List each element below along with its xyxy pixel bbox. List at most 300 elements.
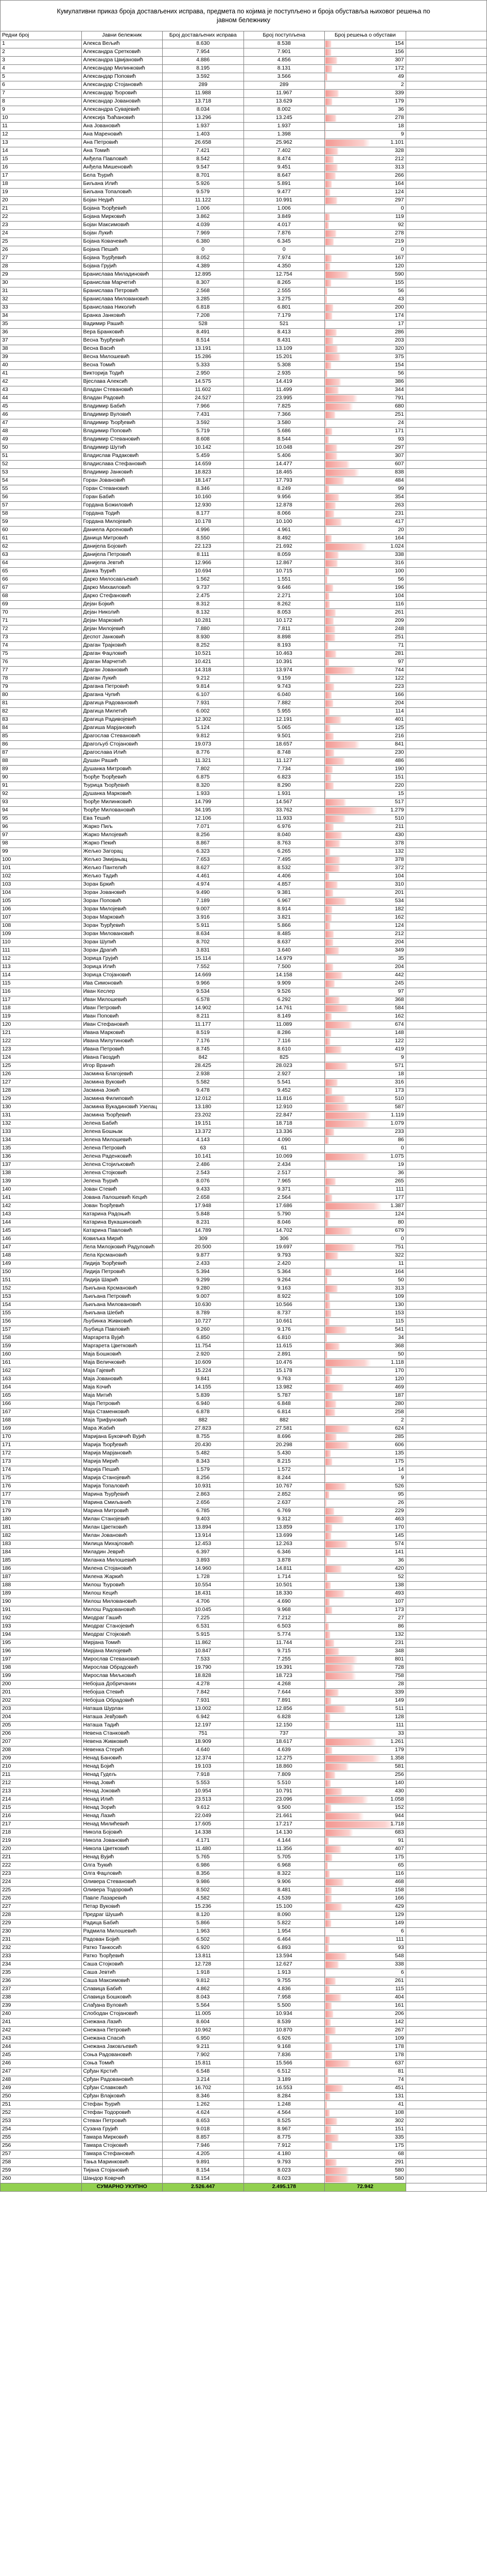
table-row — [1, 1771, 487, 1780]
row-percent-value: 33 — [397, 1731, 404, 1737]
table-row — [1, 955, 487, 963]
row-spacer — [406, 584, 487, 592]
row-percent — [325, 980, 406, 988]
table-row — [1, 1194, 487, 1202]
row-processed: 8.485 — [243, 930, 325, 939]
row-received: 8.745 — [163, 1046, 244, 1054]
row-spacer — [406, 881, 487, 889]
row-spacer — [406, 1334, 487, 1343]
table-row — [1, 972, 487, 980]
row-number: 11 — [1, 123, 82, 131]
row-number: 164 — [1, 1384, 82, 1392]
table-row — [1, 1977, 487, 1986]
row-percent — [325, 1681, 406, 1689]
table-row — [1, 2175, 487, 2183]
row-received: 4.640 — [163, 1747, 244, 1755]
row-spacer — [406, 461, 487, 469]
table-row — [1, 345, 487, 353]
row-percent-bar — [325, 544, 367, 550]
row-percent — [325, 436, 406, 444]
row-percent-bar — [325, 1582, 331, 1589]
row-number: 241 — [1, 2019, 82, 2027]
row-percent-bar — [325, 2027, 336, 2034]
table-row — [1, 1334, 487, 1343]
row-percent-bar — [325, 1335, 327, 1342]
row-spacer — [406, 1763, 487, 1771]
row-processed: 1.248 — [243, 2101, 325, 2109]
row-percent — [325, 1812, 406, 1821]
row-percent-bar — [325, 2019, 331, 2026]
row-name: Стефан Тодоровић — [81, 2109, 163, 2117]
row-spacer — [406, 1639, 487, 1648]
row-percent-bar — [325, 1648, 340, 1655]
row-number: 101 — [1, 865, 82, 873]
row-percent-value: 109 — [395, 1294, 404, 1300]
row-number: 107 — [1, 914, 82, 922]
row-percent-value: 71 — [397, 642, 404, 649]
row-name: Јелена Бошњак — [81, 1128, 163, 1137]
table-row — [1, 2109, 487, 2117]
row-spacer — [406, 988, 487, 996]
row-name: Данијела Јевтић — [81, 560, 163, 568]
row-percent-value: 297 — [395, 445, 404, 451]
row-percent-value: 155 — [395, 280, 404, 286]
row-percent-value: 307 — [395, 57, 404, 63]
row-received: 2.920 — [163, 1351, 244, 1359]
row-processed: 9.451 — [243, 164, 325, 172]
row-number: 19 — [1, 189, 82, 197]
row-processed: 9.500 — [243, 1804, 325, 1812]
row-percent — [325, 2175, 406, 2183]
row-received: 7.931 — [163, 700, 244, 708]
row-number: 206 — [1, 1730, 82, 1738]
row-number: 179 — [1, 1507, 82, 1516]
row-name: Никола Цветковић — [81, 1845, 163, 1854]
row-percent-bar — [325, 1516, 344, 1523]
row-received: 8.608 — [163, 436, 244, 444]
row-received: 13.811 — [163, 1953, 244, 1961]
row-spacer — [406, 1137, 487, 1145]
row-percent — [325, 790, 406, 799]
row-name: Радмила Милошевић — [81, 1928, 163, 1936]
row-processed: 4.406 — [243, 873, 325, 881]
row-percent-bar — [325, 1797, 369, 1803]
row-name: Јелена Петровић — [81, 1145, 163, 1153]
row-percent-bar — [325, 1154, 369, 1160]
row-processed: 5.866 — [243, 922, 325, 930]
row-percent — [325, 2035, 406, 2043]
row-percent-value: 178 — [395, 2052, 404, 2058]
row-received: 8.702 — [163, 939, 244, 947]
row-processed: 6.040 — [243, 691, 325, 700]
table-row — [1, 1400, 487, 1409]
row-percent-bar — [325, 1928, 326, 1935]
row-number: 260 — [1, 2175, 82, 2183]
row-number: 162 — [1, 1367, 82, 1376]
row-name: Милош Миловановић — [81, 1598, 163, 1606]
row-processed: 10.934 — [243, 2010, 325, 2019]
table-row — [1, 172, 487, 180]
row-number: 227 — [1, 1903, 82, 1911]
row-processed: 7.495 — [243, 856, 325, 865]
row-processed: 8.193 — [243, 642, 325, 650]
row-number: 149 — [1, 1260, 82, 1268]
row-percent-bar — [325, 1162, 326, 1168]
row-percent-value: 34 — [397, 1335, 404, 1341]
row-percent-value: 204 — [395, 964, 404, 970]
row-percent-bar — [325, 1393, 333, 1399]
row-number: 185 — [1, 1557, 82, 1565]
row-percent-bar — [325, 2126, 332, 2133]
row-spacer — [406, 1573, 487, 1582]
row-name: Маја Митић — [81, 1392, 163, 1400]
row-percent — [325, 1384, 406, 1392]
row-percent-value: 206 — [395, 2011, 404, 2017]
table-row — [1, 123, 487, 131]
row-name: Радица Бабић — [81, 1920, 163, 1928]
row-percent-value: 313 — [395, 164, 404, 171]
row-percent-value: 339 — [395, 90, 404, 96]
row-spacer — [406, 832, 487, 840]
row-spacer — [406, 428, 487, 436]
row-spacer — [406, 667, 487, 675]
table-row — [1, 1450, 487, 1458]
row-name: Маргарета Вујић — [81, 1334, 163, 1343]
row-percent — [325, 576, 406, 584]
row-percent-value: 111 — [395, 1187, 404, 1193]
row-percent — [325, 1293, 406, 1301]
row-percent — [325, 419, 406, 428]
row-percent-bar — [325, 1970, 326, 1976]
row-percent — [325, 1087, 406, 1095]
row-name: Ненад Јовић — [81, 1780, 163, 1788]
table-row — [1, 1442, 487, 1450]
row-percent — [325, 799, 406, 807]
row-percent — [325, 1903, 406, 1911]
table-row — [1, 312, 487, 320]
row-spacer — [406, 939, 487, 947]
row-name: Марина Ђурђевић — [81, 1491, 163, 1499]
row-percent-value: 97 — [397, 989, 404, 995]
row-processed: 5.774 — [243, 1631, 325, 1639]
row-number: 56 — [1, 494, 82, 502]
row-spacer — [406, 494, 487, 502]
row-received: 14.789 — [163, 1227, 244, 1235]
table-row — [1, 1466, 487, 1475]
row-percent-bar — [325, 2167, 349, 2174]
row-processed: 8.539 — [243, 2019, 325, 2027]
row-percent-bar — [325, 1780, 331, 1787]
row-name: Стеван Петровић — [81, 2117, 163, 2126]
row-name: Вјеслава Алексић — [81, 378, 163, 386]
row-number: 177 — [1, 1491, 82, 1499]
row-received: 6.785 — [163, 1507, 244, 1516]
row-percent-value: 580 — [395, 2167, 404, 2174]
row-spacer — [406, 889, 487, 897]
row-spacer — [406, 106, 487, 114]
row-percent — [325, 2150, 406, 2159]
row-received: 8.312 — [163, 601, 244, 609]
table-row — [1, 832, 487, 840]
row-name: Владимир Ђорђевић — [81, 419, 163, 428]
row-percent — [325, 1153, 406, 1161]
table-row — [1, 164, 487, 172]
row-percent-value: 114 — [395, 708, 404, 715]
row-spacer — [406, 865, 487, 873]
row-percent-bar — [325, 1022, 353, 1028]
row-spacer — [406, 2002, 487, 2010]
row-percent — [325, 189, 406, 197]
row-percent-bar — [325, 931, 334, 938]
row-percent-bar — [325, 1277, 327, 1284]
row-processed: 6.801 — [243, 304, 325, 312]
row-name: Јелена Стојиљковић — [81, 1161, 163, 1170]
row-number: 115 — [1, 980, 82, 988]
row-received: 19.073 — [163, 741, 244, 749]
row-percent-value: 156 — [395, 49, 404, 55]
row-received: 5.459 — [163, 452, 244, 461]
row-received: 11.177 — [163, 1021, 244, 1029]
table-row — [1, 601, 487, 609]
row-number: 256 — [1, 2142, 82, 2150]
row-percent-bar — [325, 436, 329, 443]
table-row — [1, 255, 487, 263]
row-percent — [325, 617, 406, 625]
row-number: 97 — [1, 832, 82, 840]
row-percent — [325, 584, 406, 592]
row-received: 20.430 — [163, 1442, 244, 1450]
row-percent-bar — [325, 173, 336, 179]
row-processed: 8.131 — [243, 65, 325, 73]
row-number: 171 — [1, 1442, 82, 1450]
row-percent — [325, 650, 406, 658]
row-name: Дарко Стефановић — [81, 592, 163, 601]
row-percent-bar — [325, 1203, 382, 1210]
row-percent — [325, 881, 406, 889]
row-percent-bar — [325, 1854, 333, 1861]
row-number: 154 — [1, 1301, 82, 1310]
row-name: Љубинка Живковић — [81, 1318, 163, 1326]
row-spacer — [406, 1054, 487, 1062]
row-name: Славица Бошковић — [81, 1994, 163, 2002]
row-spacer — [406, 1705, 487, 1714]
row-percent-bar — [325, 263, 331, 270]
row-received: 26.658 — [163, 139, 244, 147]
row-processed: 1.398 — [243, 131, 325, 139]
row-spacer — [406, 362, 487, 370]
row-number: 217 — [1, 1821, 82, 1829]
table-row — [1, 1260, 487, 1268]
row-percent — [325, 1458, 406, 1466]
row-percent-bar — [325, 1821, 395, 1828]
row-processed: 7.402 — [243, 147, 325, 156]
table-row — [1, 1606, 487, 1615]
row-percent-value: 153 — [395, 1310, 404, 1316]
row-percent-value: 154 — [395, 362, 404, 368]
row-spacer — [406, 403, 487, 411]
table-row — [1, 930, 487, 939]
row-percent-value: 320 — [395, 346, 404, 352]
row-number: 173 — [1, 1458, 82, 1466]
row-number: 57 — [1, 502, 82, 510]
row-received: 7.954 — [163, 48, 244, 57]
row-name: Бојана Грујић — [81, 263, 163, 271]
table-row — [1, 922, 487, 930]
row-name: Ратко Танкосић — [81, 1944, 163, 1953]
row-number: 190 — [1, 1598, 82, 1606]
row-processed: 3.878 — [243, 1557, 325, 1565]
row-percent — [325, 81, 406, 90]
row-spacer — [406, 180, 487, 189]
row-processed: 5.891 — [243, 180, 325, 189]
row-received: 2.475 — [163, 592, 244, 601]
row-percent — [325, 1038, 406, 1046]
row-spacer — [406, 238, 487, 246]
row-percent-value: 256 — [395, 1772, 404, 1778]
row-percent-bar — [325, 1904, 343, 1910]
row-spacer — [406, 123, 487, 131]
row-processed: 6.814 — [243, 1409, 325, 1417]
row-processed: 1.931 — [243, 790, 325, 799]
row-percent-value: 486 — [395, 758, 404, 764]
row-spacer — [406, 263, 487, 271]
table-row — [1, 337, 487, 345]
row-processed: 18.860 — [243, 1763, 325, 1771]
row-percent — [325, 123, 406, 131]
row-name: Ана Томић — [81, 147, 163, 156]
row-spacer — [406, 477, 487, 485]
row-name: Милош Радовановић — [81, 1606, 163, 1615]
row-percent — [325, 691, 406, 700]
row-percent-value: 511 — [395, 1706, 404, 1712]
row-received: 8.043 — [163, 1994, 244, 2002]
row-received: 8.789 — [163, 1310, 244, 1318]
row-percent-value: 517 — [395, 799, 404, 805]
table-row — [1, 2167, 487, 2175]
row-number: 252 — [1, 2109, 82, 2117]
row-received: 3.285 — [163, 296, 244, 304]
row-processed: 8.023 — [243, 2167, 325, 2175]
row-percent — [325, 1582, 406, 1590]
row-received: 9.841 — [163, 1376, 244, 1384]
table-row — [1, 1870, 487, 1878]
table-row — [1, 263, 487, 271]
row-name: Зоран Миловановић — [81, 930, 163, 939]
row-spacer — [406, 1087, 487, 1095]
row-percent-bar — [325, 2176, 349, 2182]
table-row — [1, 609, 487, 617]
row-percent — [325, 2159, 406, 2167]
row-percent — [325, 279, 406, 287]
row-percent-bar — [325, 140, 370, 146]
row-processed: 10.069 — [243, 1153, 325, 1161]
row-received: 8.542 — [163, 156, 244, 164]
row-percent-value: 430 — [395, 832, 404, 838]
row-name: Љиљана Миловановић — [81, 1301, 163, 1310]
row-processed: 7.809 — [243, 1771, 325, 1780]
row-received: 7.880 — [163, 625, 244, 634]
row-spacer — [406, 147, 487, 156]
row-spacer — [406, 1120, 487, 1128]
row-spacer — [406, 1878, 487, 1887]
row-percent-value: 679 — [395, 1228, 404, 1234]
row-name: Петар Вуковић — [81, 1903, 163, 1911]
row-percent-value: 674 — [395, 1022, 404, 1028]
row-percent — [325, 156, 406, 164]
table-row — [1, 1137, 487, 1145]
row-received: 12.728 — [163, 1961, 244, 1969]
table-row — [1, 700, 487, 708]
row-percent-bar — [325, 65, 333, 72]
row-name: Зоран Јовановић — [81, 889, 163, 897]
row-percent — [325, 164, 406, 172]
row-spacer — [406, 576, 487, 584]
row-received: 2.950 — [163, 370, 244, 378]
row-received: 8.930 — [163, 634, 244, 642]
table-row — [1, 2150, 487, 2159]
row-processed: 8.290 — [243, 782, 325, 790]
row-received: 14.902 — [163, 1005, 244, 1013]
row-percent-bar — [325, 1195, 333, 1201]
table-row — [1, 1911, 487, 1920]
row-percent-value: 278 — [395, 230, 404, 236]
row-name: Весна Ђурђевић — [81, 337, 163, 345]
row-percent-bar — [325, 791, 326, 798]
row-number: 235 — [1, 1969, 82, 1977]
row-processed: 7.179 — [243, 312, 325, 320]
row-percent — [325, 865, 406, 873]
row-name: Александар Стојановић — [81, 81, 163, 90]
row-percent-bar — [325, 214, 330, 221]
row-percent-value: 50 — [397, 1351, 404, 1358]
row-processed: 289 — [243, 81, 325, 90]
row-percent-value: 219 — [395, 239, 404, 245]
row-percent-value: 1.101 — [390, 140, 404, 146]
row-percent-value: 161 — [395, 2003, 404, 2009]
row-received: 8.132 — [163, 609, 244, 617]
row-number: 22 — [1, 213, 82, 222]
row-processed: 9.477 — [243, 189, 325, 197]
row-received: 7.966 — [163, 403, 244, 411]
table-row — [1, 2027, 487, 2035]
row-name: Марија Ђорђевић — [81, 1442, 163, 1450]
row-percent-value: 212 — [395, 156, 404, 162]
row-received: 2.938 — [163, 1071, 244, 1079]
row-percent-value: 173 — [395, 1607, 404, 1613]
row-received: 7.208 — [163, 312, 244, 320]
table-row — [1, 1639, 487, 1648]
row-spacer — [406, 1285, 487, 1293]
row-percent-value: 401 — [395, 717, 404, 723]
row-percent-bar — [325, 1096, 346, 1103]
row-percent-value: 548 — [395, 1953, 404, 1959]
row-percent-bar — [325, 1055, 326, 1061]
row-name: Милена Жаркић — [81, 1573, 163, 1582]
row-name: Горан Стевановић — [81, 485, 163, 494]
row-number: 47 — [1, 419, 82, 428]
table-row — [1, 180, 487, 189]
row-processed: 8.538 — [243, 40, 325, 48]
row-spacer — [406, 807, 487, 815]
row-percent-bar — [325, 1772, 336, 1778]
row-received: 9.212 — [163, 675, 244, 683]
row-name: Весна Милошевић — [81, 353, 163, 362]
row-received: 22.049 — [163, 1812, 244, 1821]
row-percent-bar — [325, 1714, 331, 1721]
row-percent-bar — [325, 1607, 333, 1614]
row-number: 51 — [1, 452, 82, 461]
row-number: 43 — [1, 386, 82, 395]
